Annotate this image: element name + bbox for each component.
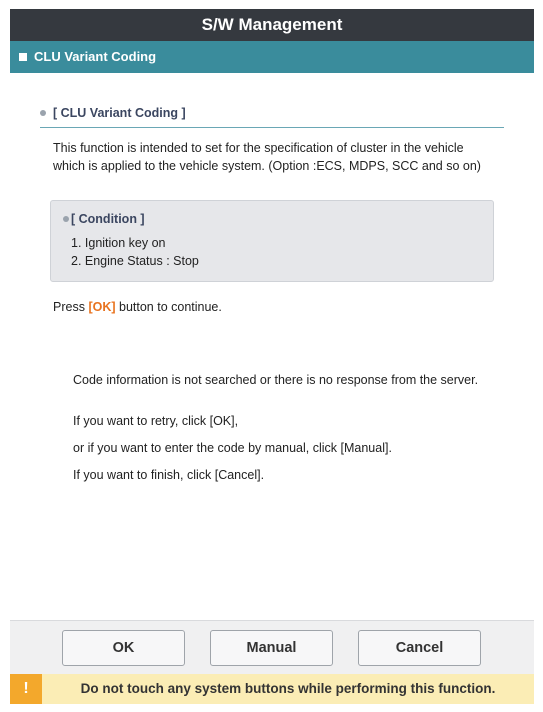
warning-banner: [10, 674, 534, 704]
condition-item: 2. Engine Status : Stop: [71, 254, 199, 268]
bullet-dot-icon: [63, 216, 69, 222]
section-header: [10, 41, 534, 73]
condition-title: [ Condition ]: [63, 212, 145, 226]
description-line: This function is intended to set for the specification of cluster in the vehicle: [53, 141, 464, 155]
description-line: which is applied to the vehicle system. (Option :ECS, MDPS, SCC and so on): [53, 159, 481, 173]
window-title: S/W Management: [10, 9, 534, 41]
condition-box: [50, 200, 494, 282]
manual-message: or if you want to enter the code by manual, click [Manual].: [73, 441, 392, 455]
manual-button[interactable]: Manual: [210, 630, 333, 666]
warning-icon: !: [10, 674, 42, 704]
dialog-window: [10, 9, 534, 707]
button-bar: [10, 620, 534, 675]
description: [53, 139, 513, 175]
warning-text: Do not touch any system buttons while performing this function.: [80, 681, 496, 696]
retry-message: If you want to retry, click [OK],: [73, 414, 239, 428]
section-title: CLU Variant Coding: [34, 49, 157, 64]
subheading-text: [ CLU Variant Coding ]: [53, 106, 186, 120]
server-message: Code information is not searched or there is no response from the server.: [73, 373, 479, 387]
press-instruction: Press [OK] button to continue.: [53, 300, 222, 314]
cancel-message: If you want to finish, click [Cancel].: [73, 468, 265, 482]
ok-key-highlight: [OK]: [88, 300, 116, 314]
subheading: [40, 103, 504, 128]
bullet-dot-icon: [40, 110, 46, 116]
cancel-button[interactable]: Cancel: [358, 630, 481, 666]
square-bullet-icon: [19, 53, 27, 61]
condition-item: 1. Ignition key on: [71, 236, 166, 250]
ok-button[interactable]: OK: [62, 630, 185, 666]
